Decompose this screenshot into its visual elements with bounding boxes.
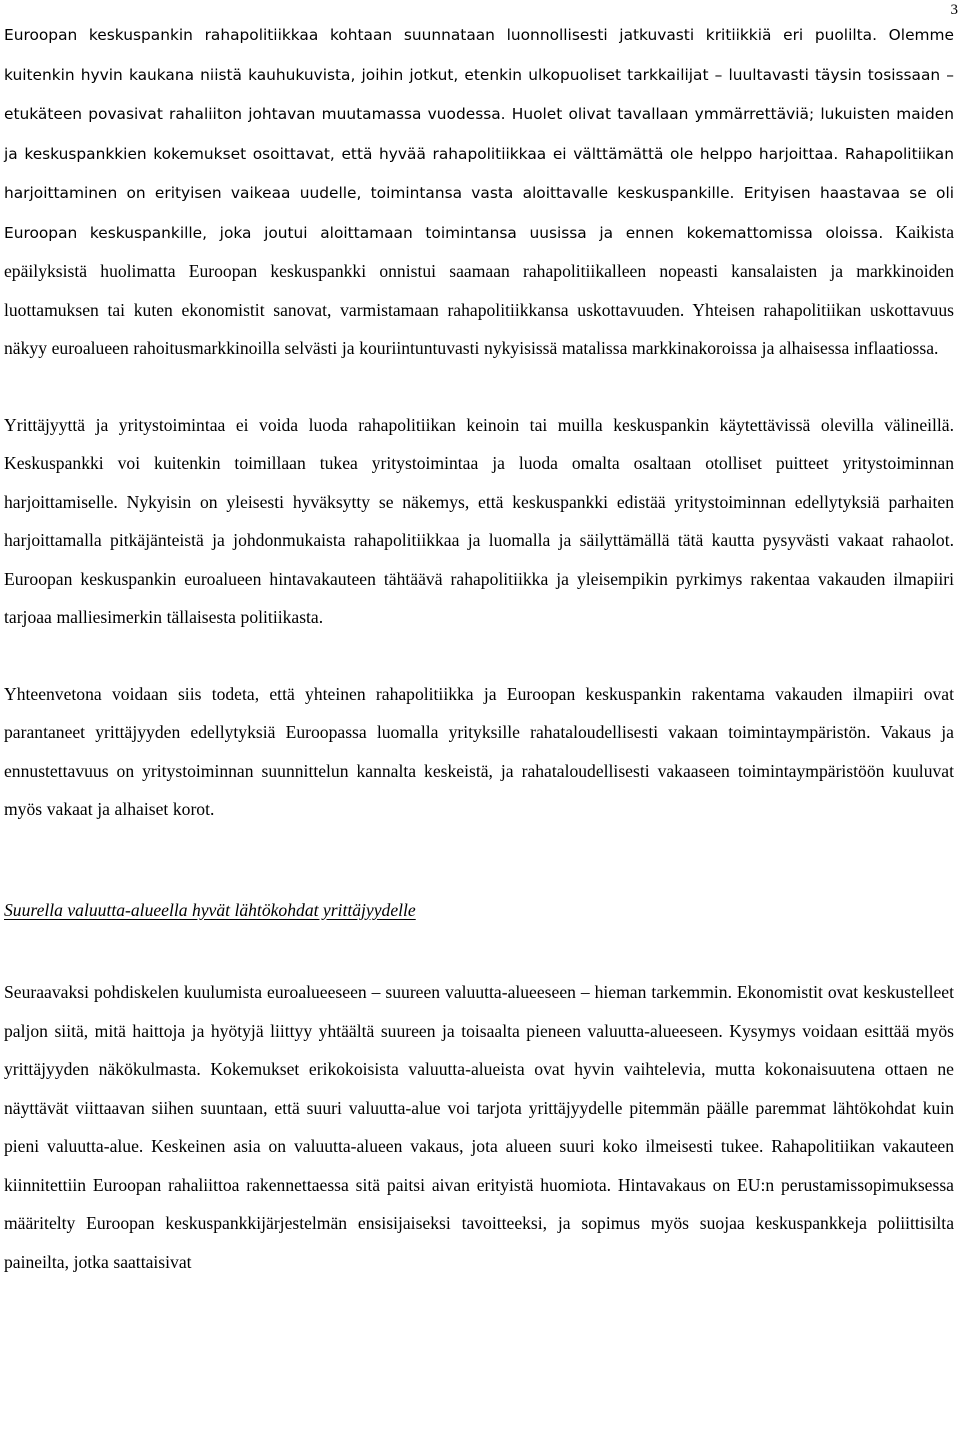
paragraph-gap [4,368,954,406]
paragraph-ecb-criticism-rest: Kaikista epäilyksistä huolimatta Euroopan keskuspankki onnistui saamaan rahapolitiikalleen nopeasti kansalaisten ja markkinoiden luottamuksen tai kuten ekonomistit sanovat, varmistamaan rahapolitiikkansa uskottavuuden. Yhteisen rahapolitiikan uskottavuus näkyy euroalueen rahoitusmarkkinoilla selvästi ja kouriintuntuvasti nykyisissä matalissa markkinakoroissa ja alhaisessa inflaatiossa. [4,221,955,358]
paragraph-entrepreneurship: Yrittäjyyttä ja yritystoimintaa ei voida luoda rahapolitiikan keinoin tai muilla keskuspankin käytettävissä olevilla välineillä. Keskuspankki voi kuitenkin toimillaan tukea yritystoimintaa ja luoda omalta osaltaan otolliset puitteet yritystoiminnan harjoittamiselle. Nykyisin on yleisesti hyväksytty se näkemys, että keskuspankki edistää yritystoiminnan edellytyksiä parhaiten harjoittamalla pitkäjänteistä ja johdonmukaista rahapolitiikkaa ja luomalla ja säilyttämällä tätä kautta pysyvästi vakaat rahaolot. Euroopan keskuspankin euroalueen hintavakauteen tähtäävä rahapolitiikka ja yleisempikin pyrkimys rakentaa vakauden ilmapiiri tarjoaa malliesimerkin tällaisesta politiikasta. [4,414,954,627]
paragraph-summary: Yhteenvetona voidaan siis todeta, että yhteinen rahapolitiikka ja Euroopan keskuspankin rakentama vakauden ilmapiiri ovat parantaneet yrittäjyyden edellytyksiä Euroopassa luomalla yrityksille rahataloudellisesti vakaan toimintaympäristön. Vakaus ja ennustettavuus on yritystoiminnan suunnittelun kannalta keskeistä, ja rahataloudellisesti vakaaseen toimintaympäristöön kuuluvat myös vakaat ja alhaiset korot. [4,683,954,819]
section-heading: Suurella valuutta-alueella hyvät lähtökohdat yrittäjyydelle [4,899,416,920]
paragraph-gap [4,829,954,891]
paragraph-ecb-criticism-lead: Euroopan keskuspankin rahapolitiikkaa kohtaan suunnataan luonnollisesti jatkuvasti kritiikkiä eri puolilta. Olemme kuitenkin hyvin kaukana niistä kauhukuvista, joihin jotkut, etenkin ulkopuoliset tarkkailijat – luultavasti täysin tosissaan – etukäteen povasivat rahaliiton johtavan muutamassa vuodessa. Huolet olivat tavallaan ymmärrettäviä; lukuisten maiden ja keskuspankkien kokemukset osoittavat, että hyvää rahapolitiikkaa ei välttämättä ole helppo harjoittaa. Rahapolitiikan harjoittaminen on erityisen vaikeaa uudelle, toimintansa vasta aloittavalle keskuspankille. Erityisen haastavaa se oli Euroopan keskuspankille, joka joutui aloittamaan toimintansa uusissa ja ennen kokemattomissa oloissa. [4,26,954,242]
paragraph-currency-area: Seuraavaksi pohdiskelen kuulumista euroalueeseen – suureen valuutta-alueeseen – hieman tarkemmin. Ekonomistit ovat keskustelleet paljon siitä, mitä haittoja ja hyötyjä liittyy yhtäältä suureen ja toisaalta pieneen valuutta-alueeseen. Kysymys voidaan esittää myös yrittäjyyden näkökulmasta. Kokemukset erikokoisista valuutta-alueista ovat hyvin vaihtelevia, mutta kokonaisuutena ottaen ne näyttävät viittaavan siihen suuntaan, että suuri valuutta-alue voi tarjota yrittäjyydelle pitemmän päälle paremmat lähtökohdat kuin pieni valuutta-alue. Keskeinen asia on valuutta-alueen vakaus, jota alueen suuri koko ilmeisesti tukee. Rahapolitiikan vakauteen kiinnitettiin Euroopan rahaliittoa rakennettaessa sitä paitsi aivan erityistä huomiota. Hintavakaus on EU:n perustamissopimuksessa määritelty Euroopan keskuspankkijärjestelmän ensisijaiseksi tavoitteeksi, ja sopimus myös suojaa keskuspankkeja poliittisilta paineilta, jotka saattaisivat [4,982,954,1272]
document-body [4,15,954,1281]
paragraph-gap [4,929,954,973]
paragraph-ecb-criticism [4,15,954,368]
paragraph-gap [4,637,954,675]
page-number: 3 [950,2,958,18]
